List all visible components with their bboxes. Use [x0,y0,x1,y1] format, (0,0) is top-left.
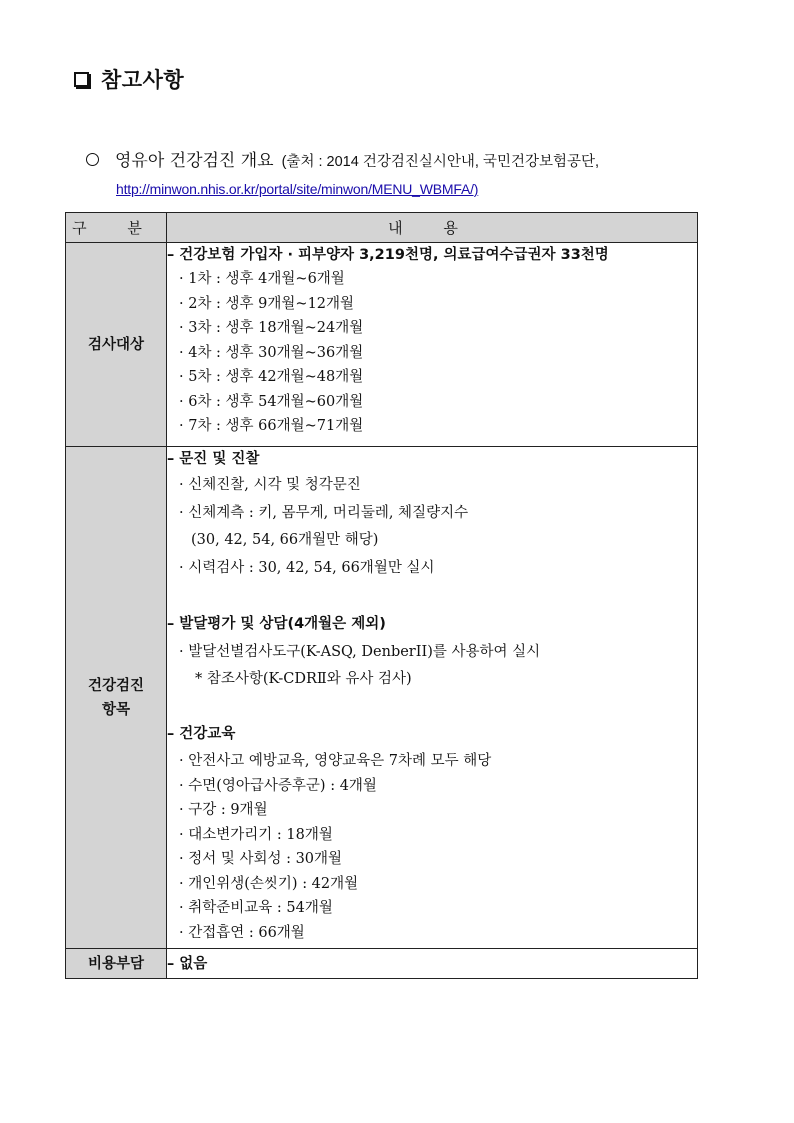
category-line: 건강검진 [87,677,145,694]
checkbox-square-icon [74,72,89,87]
table-header-row [66,213,698,243]
list-item: · 발달선별검사도구(K-ASQ, DenberII)를 사용하여 실시 [179,644,541,660]
content-cell [167,949,698,979]
list-item: (30, 42, 54, 66개월만 해당) [191,532,379,548]
list-item: · 6차 : 생후 54개월~60개월 [179,393,364,410]
intro-title: 영유아 건강검진 개요 [115,151,274,171]
table-row-cost [66,949,698,979]
list-item: · 신체진찰, 시각 및 청각문진 [179,477,361,493]
list-item: * 참조사항(K-CDRⅡ와 유사 검사) [195,671,412,687]
category-cell: 비용부담 [66,949,167,979]
spacer [167,583,697,609]
block-heading: – 건강교육 [167,726,236,742]
list-item: · 1차 : 생후 4개월~6개월 [179,271,345,287]
list-item: · 정서 및 사회성 : 30개월 [179,851,343,867]
section-title: 참고사항 [101,68,185,92]
section-header [74,64,184,94]
list-item: · 4차 : 생후 30개월~36개월 [179,344,364,361]
block-heading: – 없음 [167,955,208,972]
header-category: 구 분 [66,213,167,243]
block-heading: – 건강보험 가입자 · 피부양자 3,219천명, 의료급여수급권자 33천명 [167,247,609,263]
content-cell [167,243,698,447]
list-item: · 안전사고 예방교육, 영양교육은 7차례 모두 해당 [179,753,492,769]
content-cell [167,447,698,949]
block-heading: – 발달평가 및 상담(4개월은 제외) [167,616,386,632]
intro-line [86,146,726,171]
source-link[interactable]: http://minwon.nhis.or.kr/portal/site/minwon/MENU_WBMFA/) [116,181,479,197]
list-item: · 대소변가리기 : 18개월 [179,826,333,843]
list-item: · 5차 : 생후 42개월~48개월 [179,369,364,385]
category-cell [66,447,167,949]
category-line: 항목 [101,701,130,718]
intro-paragraph [86,146,726,197]
list-item: · 신체계측 : 키, 몸무게, 머리둘레, 체질량지수 [179,505,469,521]
list-item: · 구강 : 9개월 [179,802,268,818]
list-item: · 시력검사 : 30, 42, 54, 66개월만 실시 [179,560,435,576]
list-item: · 수면(영아급사증후군) : 4개월 [179,777,377,794]
table-row-target [66,243,698,447]
spacer [167,693,697,719]
intro-source: (출처 : 2014 건강검진실시안내, 국민건강보험공단, [281,154,600,170]
list-item: · 간접흡연 : 66개월 [179,924,305,941]
checkup-table [65,212,698,979]
header-content: 내 용 [167,213,698,243]
table-row-items [66,447,698,949]
block-heading: – 문진 및 진찰 [167,451,260,467]
list-item: · 개인위생(손씻기) : 42개월 [179,875,359,892]
category-cell: 검사대상 [66,243,167,447]
list-item: · 2차 : 생후 9개월~12개월 [179,295,355,312]
list-item: · 7차 : 생후 66개월~71개월 [179,418,364,434]
list-item: · 3차 : 생후 18개월~24개월 [179,320,364,336]
list-item: · 취학준비교육 : 54개월 [179,900,333,916]
circle-bullet-icon [86,153,99,166]
